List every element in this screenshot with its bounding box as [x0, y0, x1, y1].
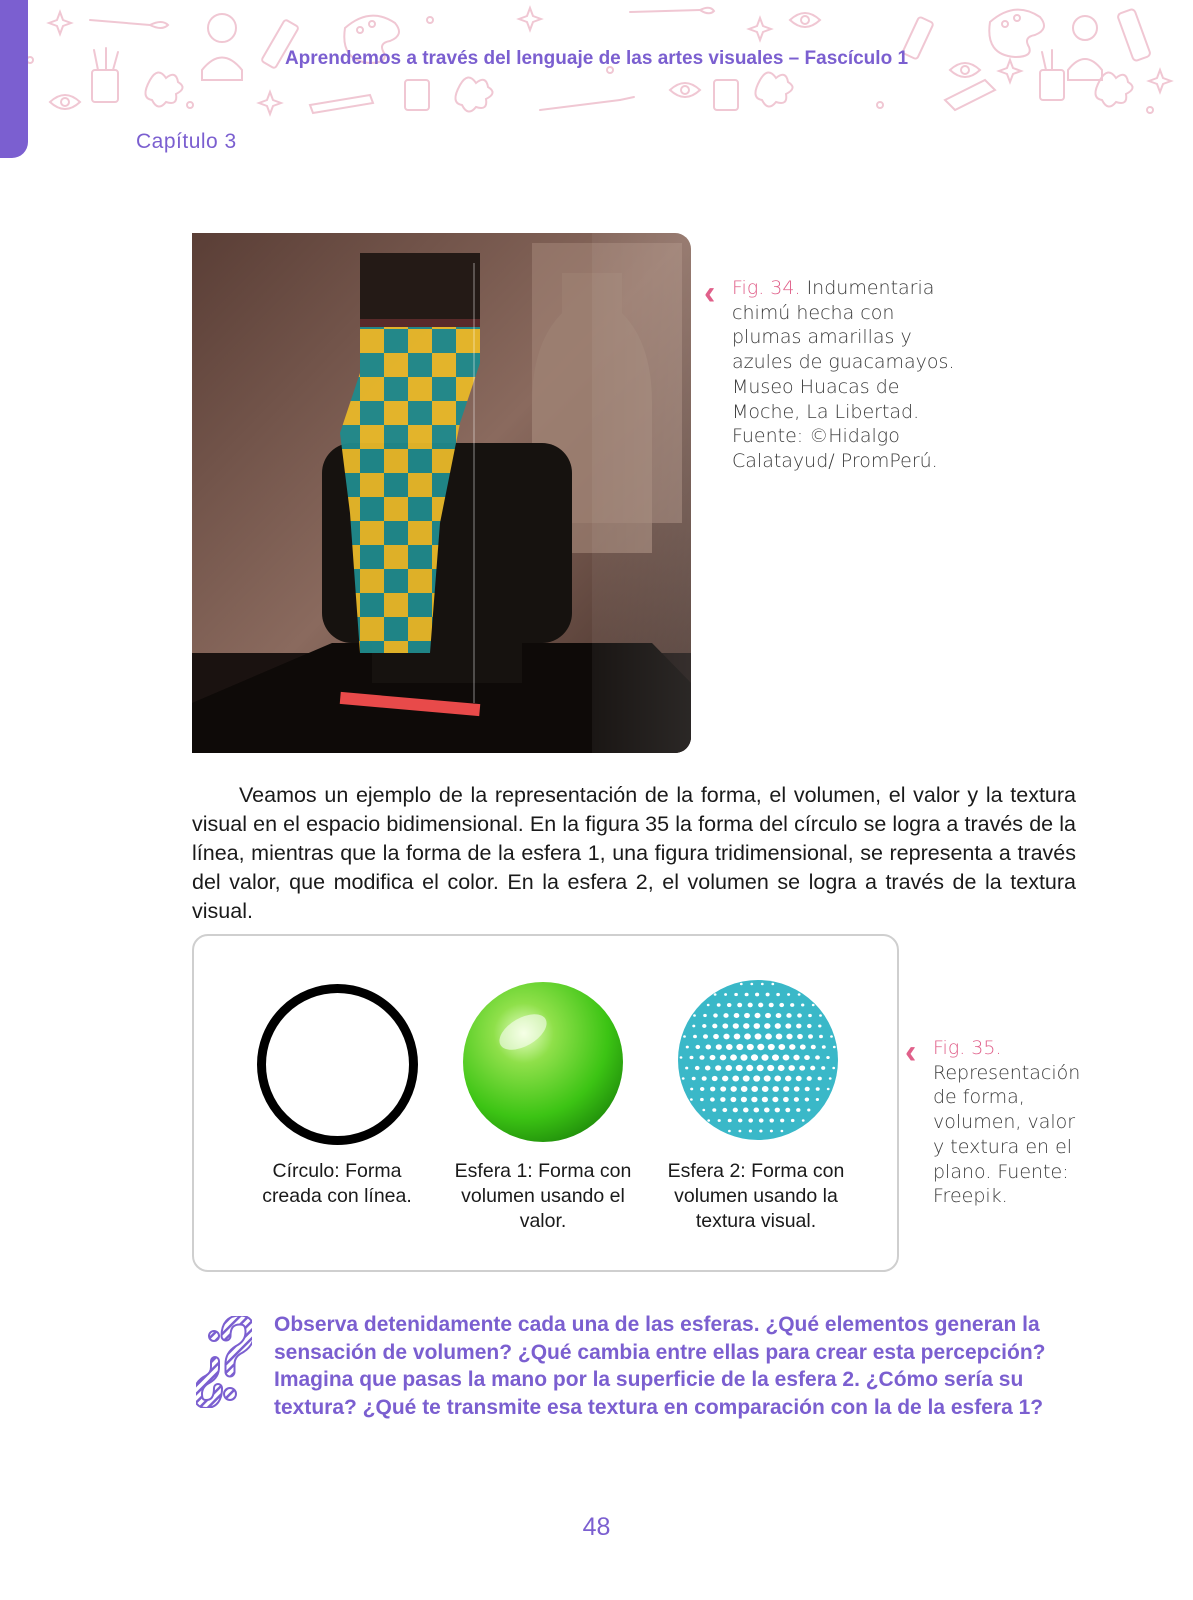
texture-dot	[822, 1045, 826, 1049]
texture-dot	[816, 1098, 819, 1101]
texture-dot	[812, 1004, 815, 1007]
texture-dot	[724, 993, 727, 996]
texture-dot	[715, 1065, 721, 1071]
texture-dot	[728, 1119, 732, 1123]
figure-34-caption	[732, 276, 962, 474]
texture-dot	[794, 1097, 799, 1102]
texture-dot	[741, 1097, 747, 1103]
texture-dot	[731, 1086, 737, 1092]
texture-dot	[748, 1003, 753, 1008]
texture-dot	[800, 1044, 806, 1049]
figure-35-caption	[933, 1036, 1083, 1209]
texture-dot	[785, 1023, 791, 1028]
figure-35-label: Fig. 35.	[933, 1037, 1002, 1059]
texture-dot	[759, 1130, 762, 1133]
texture-dot	[775, 1023, 781, 1029]
texture-dot	[695, 1066, 700, 1070]
texture-dot	[761, 983, 764, 986]
texture-dot	[716, 1044, 722, 1050]
texture-dot	[764, 1108, 770, 1113]
texture-dot	[758, 1003, 763, 1008]
texture-dot	[747, 1044, 754, 1050]
texture-dot	[690, 1088, 693, 1091]
texture-dot	[703, 1014, 707, 1017]
texture-dot	[776, 993, 780, 996]
texture-dot	[710, 1087, 715, 1092]
texture-dot	[785, 1076, 791, 1082]
texture-dot	[712, 1076, 718, 1081]
texture-dot	[743, 1023, 749, 1029]
texture-dot	[776, 1013, 782, 1018]
texture-dot	[807, 1076, 812, 1081]
texture-dot	[745, 993, 749, 997]
texture-dot	[738, 1119, 742, 1123]
texture-dot	[771, 983, 774, 986]
texture-dot	[712, 1108, 716, 1112]
texture-dot	[743, 1108, 749, 1113]
texture-dot	[730, 1097, 736, 1102]
texture-dot	[744, 1033, 751, 1039]
texture-dot	[696, 1045, 701, 1049]
texture-dot	[805, 1098, 809, 1102]
sphere-1-shape	[461, 980, 625, 1144]
texture-dot	[723, 1013, 728, 1018]
texture-dot	[707, 1004, 710, 1007]
texture-dot	[775, 1108, 780, 1113]
texture-dot	[682, 1077, 685, 1080]
texture-dot	[829, 1077, 832, 1080]
texture-dot	[736, 1065, 743, 1071]
texture-dot	[733, 1023, 739, 1029]
texture-dot	[733, 1108, 738, 1113]
texture-dot	[783, 1097, 789, 1102]
chapter-label: Capítulo 3	[136, 130, 237, 153]
caption-chevron-icon: ‹	[704, 274, 716, 312]
texture-dot	[789, 1044, 795, 1050]
texture-dot	[737, 1003, 742, 1007]
texture-dot	[736, 1044, 743, 1050]
sphere-1-label: Esfera 1: Forma con volumen usando el valor.	[454, 1160, 632, 1232]
texture-dot	[796, 1024, 801, 1029]
texture-dot	[700, 1087, 704, 1091]
texture-dot	[788, 1065, 795, 1071]
texture-dot	[786, 1013, 791, 1018]
texture-dot	[783, 1086, 789, 1092]
figure-34-caption-text: Indumentaria chimú hecha con plumas amarillas y azules de guacamayos. Museo Huacas de Moche, La Libertad. Fuente: ©Hidalgo Calatayud/ PromPerú.	[732, 277, 955, 472]
caption-chevron-icon: ‹	[905, 1033, 917, 1071]
texture-dot	[755, 1033, 762, 1039]
figure-35-caption-text: Representación de forma, volumen, valor y textura en el plano. Fuente: Freepik.	[933, 1061, 1081, 1208]
texture-dot	[693, 1014, 696, 1017]
texture-dot	[693, 1035, 697, 1039]
texture-dot	[748, 1118, 753, 1122]
texture-dot	[757, 1065, 764, 1071]
texture-dot	[785, 1108, 790, 1112]
texture-dot	[720, 1055, 726, 1061]
texture-dot	[714, 993, 717, 996]
body-paragraph: Veamos un ejemplo de la representación de la forma, el volumen, el valor y la textura visual en el espacio bidimensional. En la figura 35 la forma del círculo se logra a través de la línea, mientras que la forma de la esfera 1, una figura tridimensional, se representa a través del valor, que modifica el color. En la esfera 2, el volumen se logra a través de la textura visual.	[192, 783, 1076, 923]
texture-dot	[751, 1097, 757, 1103]
texture-dot	[722, 1108, 727, 1112]
texture-dot	[768, 1044, 775, 1050]
texture-dot	[713, 1013, 718, 1017]
texture-dot	[764, 1075, 771, 1081]
texture-dot	[750, 983, 753, 986]
texture-dot	[702, 1076, 707, 1081]
texture-dot	[808, 1034, 813, 1039]
texture-dot	[807, 1024, 812, 1028]
texture-dot	[767, 1065, 774, 1071]
circle-label: Círculo: Forma creada con línea.	[262, 1160, 412, 1207]
texture-dot	[827, 1088, 830, 1091]
texture-dot	[734, 993, 738, 996]
texture-dot	[772, 1086, 779, 1092]
texture-dot	[753, 1107, 759, 1112]
texture-dot	[754, 1023, 761, 1029]
texture-dot	[779, 1003, 784, 1007]
texture-dot	[769, 1003, 774, 1008]
texture-dot	[778, 1065, 785, 1071]
texture-dot	[683, 1035, 686, 1038]
texture-dot	[807, 1109, 810, 1112]
texture-dot	[759, 1118, 764, 1122]
splash-icon	[145, 72, 1132, 111]
texture-dot	[705, 1066, 711, 1071]
texture-dot	[798, 993, 801, 996]
texture-dot	[728, 1130, 731, 1133]
texture-dot	[751, 1054, 758, 1060]
question-marks-icon	[196, 1316, 252, 1408]
texture-dot	[772, 1097, 778, 1102]
texture-dot	[722, 1076, 728, 1082]
texture-dot	[818, 1077, 822, 1081]
texture-dot	[710, 1097, 715, 1101]
texture-dot	[685, 1067, 688, 1070]
texture-dot	[786, 1034, 792, 1040]
texture-dot	[774, 1075, 781, 1081]
texture-dot	[762, 1097, 768, 1103]
texture-dot	[702, 1109, 705, 1112]
texture-dot	[686, 1046, 689, 1049]
paintbrush-icon	[945, 80, 995, 110]
texture-dot	[770, 1130, 773, 1133]
texture-dot	[722, 1023, 728, 1028]
texture-dot	[765, 1033, 772, 1039]
texture-dot	[732, 1075, 739, 1081]
running-title: Aprendemos a través del lenguaje de las artes visuales – Fascículo 1	[284, 48, 909, 69]
texture-dot	[832, 1067, 835, 1070]
texture-dot	[805, 1087, 810, 1092]
texture-dot	[818, 1024, 821, 1027]
texture-dot	[816, 1087, 820, 1091]
paintbrush-icon	[630, 8, 714, 14]
texture-dot	[761, 1054, 768, 1060]
texture-dot	[702, 1024, 706, 1028]
texture-dot	[776, 1034, 783, 1040]
texture-dot	[794, 1086, 800, 1091]
texture-dot	[692, 1025, 695, 1028]
paintbrush-icon	[310, 95, 373, 113]
texture-dot	[797, 1013, 802, 1017]
figure-34-label: Fig. 34.	[732, 277, 801, 299]
texture-dot	[801, 1003, 804, 1006]
texture-dot	[734, 1013, 740, 1018]
texture-dot	[692, 1077, 696, 1081]
texture-dot	[826, 1056, 829, 1059]
texture-dot	[707, 1119, 710, 1122]
texture-dot	[791, 1119, 795, 1122]
texture-dot	[787, 993, 790, 996]
texture-dot	[699, 1055, 704, 1060]
texture-dot	[793, 1055, 799, 1061]
texture-dot	[730, 1054, 737, 1060]
texture-dot	[751, 1086, 758, 1092]
texture-dot	[796, 1076, 802, 1081]
texture-dot	[741, 1086, 748, 1092]
texture-dot	[703, 1034, 708, 1039]
texture-dot	[755, 1013, 761, 1018]
texture-dot	[802, 1119, 805, 1122]
texture-dot	[712, 1024, 717, 1029]
texture-dot	[783, 1054, 790, 1060]
texture-dot	[725, 1065, 732, 1071]
texture-dot	[810, 1066, 815, 1071]
bust-icon	[202, 14, 1102, 80]
texture-dot	[755, 993, 759, 997]
texture-dot	[790, 1003, 794, 1007]
texture-dot	[746, 1065, 753, 1071]
texture-dot	[765, 1013, 771, 1018]
texture-dot	[723, 1034, 729, 1040]
texture-dot	[811, 1045, 816, 1050]
sphere-2-label: Esfera 2: Forma con volumen usando la textura visual.	[667, 1160, 845, 1232]
texture-dot	[815, 1055, 820, 1059]
texture-dot	[804, 1055, 810, 1060]
texture-dot	[727, 1003, 732, 1007]
texture-dot	[764, 1023, 770, 1029]
texture-dot	[740, 1054, 747, 1060]
texture-dot	[738, 1130, 741, 1133]
texture-dot	[799, 1065, 805, 1070]
texture-dot	[833, 1046, 836, 1049]
texture-dot	[766, 993, 770, 997]
texture-dot	[720, 1097, 725, 1102]
texture-dot	[743, 1075, 750, 1081]
reflection-question: Observa detenidamente cada una de las esferas. ¿Qué elementos generan la sensación de volumen? ¿Qué cambia entre ellas para crear esta percepción? Imagina que pasas la mano por la superficie de la esfera 2. ¿Cómo sería su textura? ¿Qué te transmite esa textura en comparación con la de la esfera 1?	[274, 1313, 1046, 1419]
texture-dot	[780, 1119, 784, 1123]
paintbrush-icon	[90, 20, 168, 28]
texture-dot	[808, 1014, 812, 1017]
texture-dot	[769, 1118, 774, 1122]
texture-dot	[778, 1044, 785, 1050]
paintbrush-icon	[540, 97, 634, 110]
texture-dot	[710, 1055, 716, 1060]
texture-dot	[690, 1098, 693, 1101]
texture-dot	[819, 1035, 823, 1039]
texture-dot	[726, 1044, 733, 1050]
texture-dot	[772, 1054, 779, 1060]
texture-dot	[744, 1013, 750, 1018]
texture-dot	[740, 983, 743, 986]
texture-dot	[757, 1044, 764, 1050]
texture-dot	[690, 1056, 694, 1060]
texture-dot	[830, 1035, 833, 1038]
texture-dot	[680, 1056, 683, 1059]
texture-dot	[718, 1119, 721, 1122]
texture-dot	[797, 1034, 803, 1039]
texture-dot	[734, 1034, 741, 1040]
texture-dot	[706, 1045, 712, 1050]
texture-dot	[713, 1034, 719, 1039]
page-number: 48	[582, 1513, 611, 1541]
texture-dot	[796, 1108, 800, 1112]
texture-dot	[762, 1086, 769, 1092]
texture-dot	[753, 1075, 760, 1081]
texture-dot	[749, 1130, 752, 1133]
texture-dot	[819, 1014, 822, 1017]
texture-dot	[700, 1098, 704, 1101]
texture-dot	[781, 1130, 784, 1133]
texture-dot	[821, 1066, 825, 1070]
chapter-side-tab	[0, 0, 28, 158]
circle-outline-shape	[255, 982, 420, 1147]
texture-dot	[720, 1086, 726, 1091]
sphere-2-shape	[676, 978, 840, 1142]
figure-34-photo	[192, 233, 691, 753]
texture-dot	[717, 1003, 721, 1006]
